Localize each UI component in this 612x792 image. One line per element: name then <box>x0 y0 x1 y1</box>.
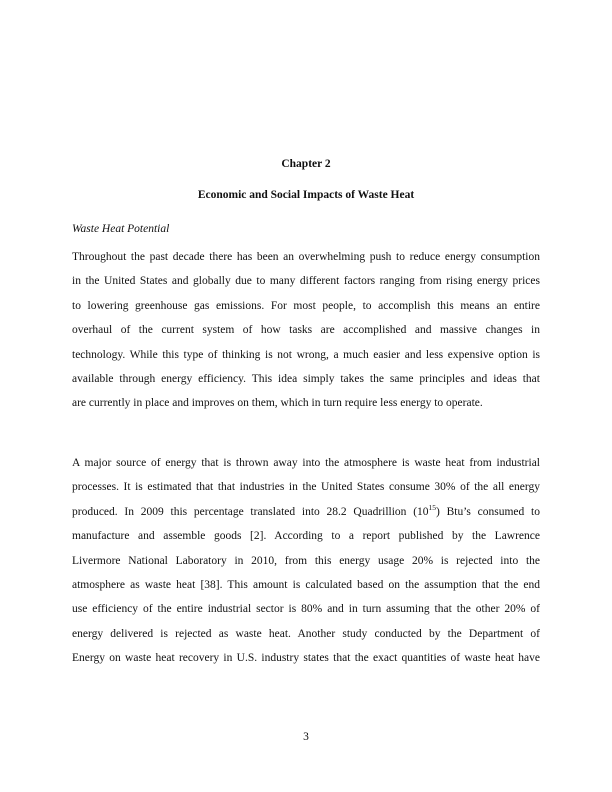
paragraph-line: A major source of energy that is thrown away into the atmosphere is waste heat from industrial <box>72 457 540 469</box>
paragraph-line: available through energy efficiency. This idea simply takes the same principles and ideas that <box>72 372 540 385</box>
paragraph-line: Throughout the past decade there has been an overwhelming push to reduce energy consumption <box>72 251 540 263</box>
paragraph-line: are currently in place and improves on them, which in turn require less energy to operate. <box>72 397 483 410</box>
paragraph-line: energy delivered is rejected as waste heat. Another study conducted by the Department of <box>72 627 540 640</box>
paragraph-line: Livermore National Laboratory in 2010, from this energy usage 20% is rejected into the <box>72 554 540 567</box>
paragraph-line: use efficiency of the entire industrial sector is 80% and in turn assuming that the other 20% of <box>72 603 540 616</box>
paragraph-line-with-exponent <box>72 500 540 524</box>
paragraph-line: processes. It is estimated that that industries in the United States consume 30% of the all energy <box>72 481 540 494</box>
paragraph-line: technology. While this type of thinking is not wrong, a much easier and less expensive option is <box>72 348 540 361</box>
paragraph-line: in the United States and globally due to many different factors ranging from rising energy prices <box>72 275 540 288</box>
sup-line-before: produced. In 2009 this percentage translated into 28.2 Quadrillion (10 <box>72 505 429 518</box>
section-title: Waste Heat Potential <box>72 223 170 235</box>
paragraph-1 <box>72 245 540 416</box>
paragraph-line: manufacture and assemble goods [2]. According to a report published by the Lawrence <box>72 530 540 543</box>
chapter-number: Chapter 2 <box>281 158 331 170</box>
sup-line-after: ) Btu’s consumed to <box>436 505 540 518</box>
paragraph-line: Energy on waste heat recovery in U.S. industry states that the exact quantities of waste heat have <box>72 652 540 665</box>
paragraph-line: to lowering greenhouse gas emissions. For most people, to accomplish this means an entire <box>72 299 540 312</box>
paragraph-line: atmosphere as waste heat [38]. This amount is calculated based on the assumption that the end <box>72 578 540 591</box>
paragraph-2 <box>72 451 540 671</box>
page-number: 3 <box>303 731 309 743</box>
paragraph-line: overhaul of the current system of how tasks are accomplished and massive changes in <box>72 324 540 337</box>
exponent: 15 <box>428 502 437 512</box>
chapter-title: Economic and Social Impacts of Waste Heat <box>197 189 415 201</box>
